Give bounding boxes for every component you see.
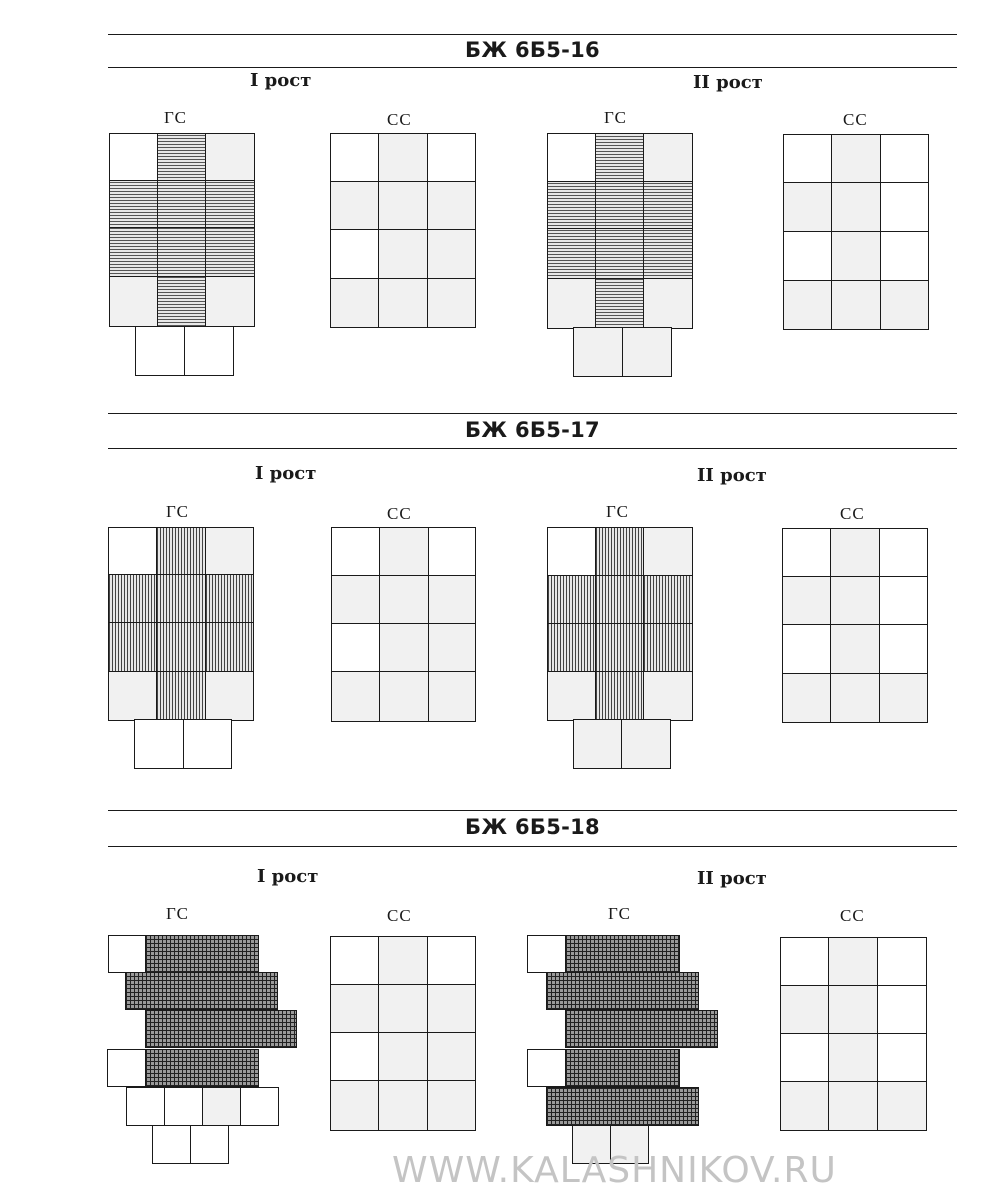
panel-label-chest: ГС	[166, 904, 189, 923]
armor-plate	[782, 528, 832, 578]
armor-plate	[330, 984, 380, 1034]
armor-plate	[331, 575, 381, 625]
armor-plate	[157, 276, 207, 327]
armor-plate	[427, 984, 476, 1034]
armor-plate	[108, 622, 158, 673]
armor-plate	[527, 935, 566, 973]
armor-plate	[109, 227, 159, 278]
armor-plate	[547, 228, 597, 280]
section-title: БЖ 6Б5-16	[465, 38, 600, 62]
armor-plate	[547, 623, 597, 673]
armor-plate	[831, 231, 882, 282]
armor-plate	[331, 623, 381, 673]
panel-label-chest: ГС	[166, 502, 189, 521]
rule-line	[108, 67, 957, 68]
armor-plate	[547, 671, 597, 721]
armor-plate	[879, 673, 928, 723]
armor-plate	[379, 671, 430, 722]
section-title: БЖ 6Б5-17	[465, 418, 600, 442]
armor-plate	[109, 276, 159, 327]
armor-plate	[783, 280, 833, 330]
armor-plate	[880, 134, 929, 184]
armor-plate	[378, 229, 429, 280]
armor-plate	[183, 719, 232, 769]
rule-line	[108, 846, 957, 847]
armor-plate	[643, 527, 693, 577]
armor-plate	[108, 935, 146, 973]
armor-plate	[877, 1033, 927, 1083]
armor-plate	[427, 229, 476, 280]
armor-plate	[330, 1080, 380, 1131]
rule-line	[108, 810, 957, 811]
armor-plate	[880, 280, 929, 330]
armor-plate	[643, 181, 693, 230]
armor-plate	[126, 1087, 165, 1126]
armor-plate	[573, 327, 624, 377]
armor-plate	[428, 623, 476, 673]
armor-plate	[164, 1087, 203, 1126]
armor-plate	[595, 228, 645, 280]
size-label: I рост	[250, 70, 312, 91]
armor-plate	[783, 231, 833, 282]
armor-plate	[643, 575, 693, 625]
armor-plate	[156, 574, 207, 624]
armor-plate	[830, 528, 881, 578]
armor-plate	[378, 1032, 429, 1082]
rule-line	[108, 448, 957, 449]
armor-plate	[125, 972, 278, 1010]
armor-plate	[783, 182, 833, 233]
armor-plate	[145, 1010, 297, 1048]
armor-plate	[378, 181, 429, 231]
armor-plate	[427, 181, 476, 231]
armor-plate	[135, 326, 186, 376]
armor-plate	[156, 622, 207, 673]
armor-plate	[331, 671, 381, 722]
armor-plate	[378, 936, 429, 986]
armor-plate	[205, 671, 254, 721]
armor-plate	[427, 278, 476, 328]
armor-plate	[547, 181, 597, 230]
armor-plate	[330, 936, 380, 986]
armor-plate	[205, 227, 255, 278]
armor-plate	[783, 134, 833, 184]
armor-plate	[527, 1049, 566, 1087]
armor-plate	[107, 1049, 146, 1087]
armor-plate	[828, 1033, 879, 1083]
armor-plate	[205, 527, 254, 576]
armor-plate	[879, 576, 928, 626]
armor-plate	[205, 622, 254, 673]
armor-plate	[595, 623, 645, 673]
armor-plate	[780, 1033, 830, 1083]
armor-plate	[546, 1087, 699, 1126]
armor-plate	[378, 278, 429, 328]
size-label: II рост	[697, 465, 767, 486]
armor-plate	[595, 527, 645, 577]
panel-label-chest: ГС	[608, 904, 631, 923]
armor-plate	[622, 327, 672, 377]
armor-plate	[378, 984, 429, 1034]
armor-plate	[205, 574, 254, 624]
armor-plate	[780, 937, 830, 987]
armor-plate	[108, 527, 158, 576]
armor-plate	[546, 972, 699, 1010]
armor-plate	[831, 182, 882, 233]
armor-plate	[643, 623, 693, 673]
armor-plate	[595, 133, 645, 183]
armor-plate	[877, 937, 927, 987]
armor-plate	[330, 229, 380, 280]
armor-plate	[828, 937, 879, 987]
armor-plate	[782, 624, 832, 675]
armor-plate	[379, 575, 430, 625]
rule-line	[108, 34, 957, 35]
armor-plate	[782, 673, 832, 723]
armor-plate	[331, 527, 381, 577]
armor-plate	[573, 719, 623, 769]
armor-plate	[428, 575, 476, 625]
armor-plate	[877, 1081, 927, 1131]
panel-label-chest: ГС	[604, 108, 627, 127]
armor-plate	[428, 527, 476, 577]
armor-plate	[145, 1049, 259, 1087]
armor-plate	[330, 181, 380, 231]
armor-plate	[379, 623, 430, 673]
watermark: WWW.KALASHNIKOV.RU	[392, 1150, 837, 1191]
armor-plate	[595, 575, 645, 625]
armor-plate	[547, 278, 597, 329]
armor-plate	[880, 182, 929, 233]
armor-plate	[157, 227, 207, 278]
panel-label-back: СС	[387, 110, 412, 129]
armor-plate	[782, 576, 832, 626]
armor-plate	[643, 133, 693, 183]
size-label: II рост	[693, 72, 763, 93]
armor-plate	[330, 278, 380, 328]
size-label: I рост	[257, 866, 319, 887]
panel-label-back: СС	[840, 906, 865, 925]
armor-plate	[565, 1010, 718, 1048]
armor-plate	[427, 936, 476, 986]
armor-plate	[152, 1125, 191, 1164]
armor-plate	[547, 527, 597, 577]
armor-plate	[879, 528, 928, 578]
armor-plate	[643, 278, 693, 329]
panel-label-chest: ГС	[606, 502, 629, 521]
armor-plate	[831, 134, 882, 184]
armor-plate	[828, 1081, 879, 1131]
armor-plate	[621, 719, 671, 769]
armor-plate	[427, 133, 476, 183]
armor-plate	[205, 276, 255, 327]
armor-plate	[780, 1081, 830, 1131]
armor-plate	[379, 527, 430, 577]
armor-plate	[205, 180, 255, 229]
armor-plate	[108, 671, 158, 721]
armor-plate	[428, 671, 476, 722]
size-label: II рост	[697, 868, 767, 889]
armor-plate	[595, 671, 645, 721]
panel-label-back: СС	[387, 906, 412, 925]
armor-plate	[190, 1125, 229, 1164]
armor-plate	[547, 133, 597, 183]
armor-plate	[831, 280, 882, 330]
section-title: БЖ 6Б5-18	[465, 815, 600, 839]
armor-plate	[427, 1080, 476, 1131]
armor-plate	[109, 133, 159, 182]
armor-plate	[565, 1049, 680, 1087]
armor-plate	[108, 574, 158, 624]
rule-line	[108, 413, 957, 414]
armor-plate	[109, 180, 159, 229]
armor-plate	[157, 133, 207, 182]
armor-plate	[202, 1087, 241, 1126]
armor-plate	[643, 671, 693, 721]
armor-plate	[780, 985, 830, 1035]
armor-plate	[828, 985, 879, 1035]
armor-plate	[157, 180, 207, 229]
armor-plate	[830, 624, 881, 675]
armor-plate	[880, 231, 929, 282]
armor-plate	[565, 935, 680, 973]
panel-label-chest: ГС	[164, 108, 187, 127]
armor-plate	[378, 133, 429, 183]
panel-label-back: СС	[843, 110, 868, 129]
armor-plate	[330, 133, 380, 183]
armor-plate	[879, 624, 928, 675]
armor-plate	[134, 719, 185, 769]
armor-plate	[184, 326, 234, 376]
armor-plate	[378, 1080, 429, 1131]
armor-plate	[205, 133, 255, 182]
armor-plate	[595, 278, 645, 329]
armor-plate	[643, 228, 693, 280]
panel-label-back: СС	[387, 504, 412, 523]
armor-plate	[427, 1032, 476, 1082]
armor-plate	[877, 985, 927, 1035]
armor-plate	[156, 527, 207, 576]
armor-plate	[830, 673, 881, 723]
armor-plate	[240, 1087, 279, 1126]
armor-plate	[830, 576, 881, 626]
panel-label-back: СС	[840, 504, 865, 523]
size-label: I рост	[255, 463, 317, 484]
armor-plate	[330, 1032, 380, 1082]
armor-plate	[595, 181, 645, 230]
armor-plate	[145, 935, 259, 973]
armor-plate	[547, 575, 597, 625]
armor-plate	[156, 671, 207, 721]
